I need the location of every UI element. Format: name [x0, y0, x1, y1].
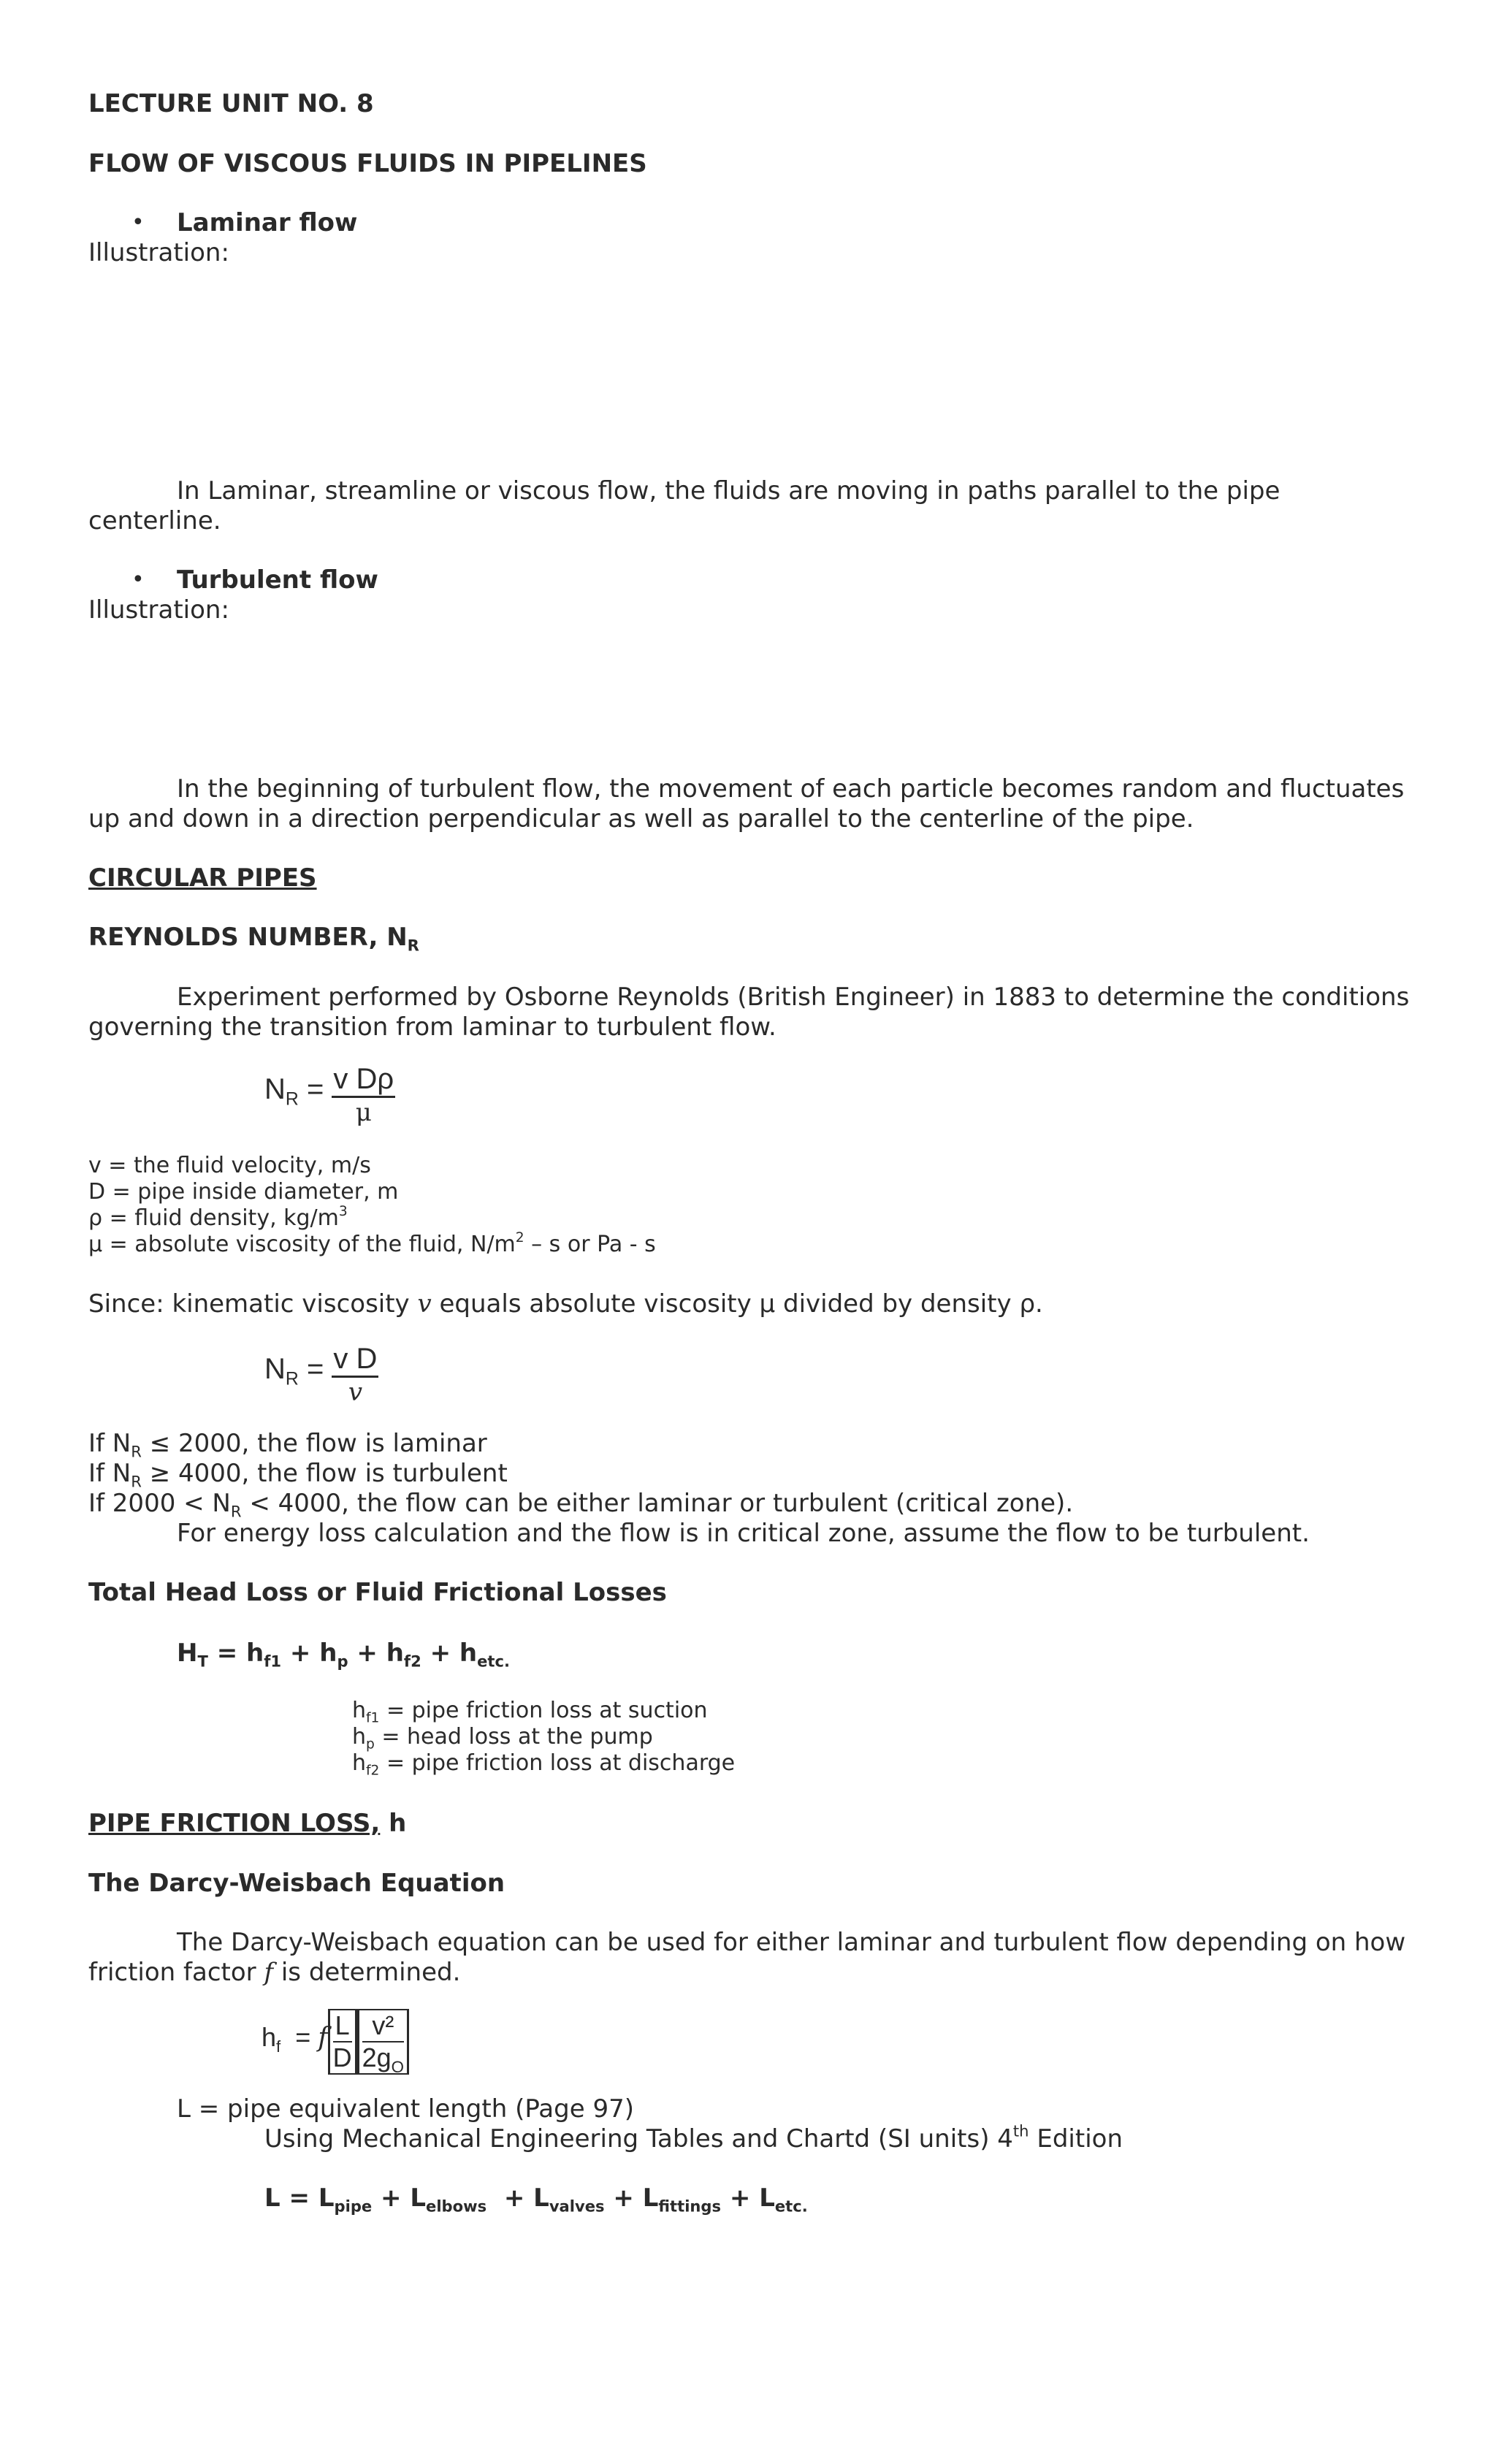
head-loss-heading: Total Head Loss or Fluid Frictional Losses: [88, 1578, 667, 1607]
page-title: FLOW OF VISCOUS FLUIDS IN PIPELINES: [88, 149, 647, 178]
laminar-illustration-area: [88, 278, 1403, 453]
laminar-illustration-label: Illustration:: [88, 238, 229, 267]
variable-viscosity: μ = absolute viscosity of the fluid, $N/m^2$ – s or Pa - s: [88, 1229, 656, 1257]
variable-density: ρ = fluid density, $kg/m^3$: [88, 1203, 348, 1231]
reynolds-heading: REYNOLDS NUMBER, $N_R$: [88, 923, 419, 955]
laminar-paragraph-line2: centerline.: [88, 506, 221, 535]
reynolds-equation-1: $N_R$ = $\frac{\text{v Dρ}}{\mu}$: [264, 1063, 394, 1127]
reynolds-equation-2: $N_R$ = $\frac{\text{v D}}{v}$: [264, 1343, 378, 1407]
variable-diameter: D = pipe inside diameter, m: [88, 1179, 399, 1205]
laminar-heading: Laminar flow: [177, 208, 358, 237]
condition-critical: If $2000 < N_R < 4000$, the flow can be either laminar or turbulent (critical zone).: [88, 1489, 1074, 1521]
condition-laminar: If $N_R \le 2000$, the flow is laminar: [88, 1429, 487, 1461]
reynolds-paragraph-line2: governing the transition from laminar to turbulent flow.: [88, 1012, 776, 1042]
turbulent-illustration-area: [88, 636, 1403, 760]
pipe-friction-heading: PIPE FRICTION LOSS, h: [88, 1809, 407, 1838]
lecture-unit-heading: LECTURE UNIT NO. 8: [88, 89, 374, 118]
circular-pipes-heading: CIRCULAR PIPES: [88, 863, 317, 893]
condition-turbulent: If $N_R \ge 4000$, the flow is turbulent: [88, 1459, 508, 1491]
def-hf2: $h_{f2}$ = pipe friction loss at discharge: [352, 1750, 736, 1779]
length-definition: L = pipe equivalent length (Page 97): [177, 2094, 634, 2124]
critical-zone-note: For energy loss calculation and the flow is in critical zone, assume the flow to be turbulent.: [177, 1519, 1310, 1548]
variable-velocity: v = the fluid velocity, m/s: [88, 1153, 371, 1178]
head-loss-equation: $H_T = h_{f1} + h_p + h_{f2} + h_{etc.}$: [177, 1639, 511, 1671]
reynolds-paragraph-line1: Experiment performed by Osborne Reynolds (British Engineer) in 1883 to determine the conditions: [177, 983, 1410, 1012]
turbulent-illustration-label: Illustration:: [88, 595, 229, 625]
reference-source: Using Mechanical Engineering Tables and Chartd (SI units) 4th Edition: [264, 2121, 1123, 2154]
darcy-heading: The Darcy-Weisbach Equation: [88, 1869, 505, 1898]
def-hp: $h_p$ = head loss at the pump: [352, 1724, 653, 1752]
laminar-paragraph-line1: In Laminar, streamline or viscous flow, the fluids are moving in paths parallel to the pipe: [177, 476, 1281, 506]
turbulent-heading: Turbulent flow: [177, 565, 378, 595]
darcy-equation: $h_f = f$ $\frac{L}{D}$ $\frac{\text{v²}}{2g_O}$: [262, 2009, 409, 2075]
darcy-paragraph-line2: friction factor f is determined.: [88, 1958, 461, 1987]
turbulent-paragraph-line1: In the beginning of turbulent flow, the movement of each particle becomes random and fluctuates: [177, 774, 1405, 804]
darcy-paragraph-line1: The Darcy-Weisbach equation can be used for either laminar and turbulent flow depending on how: [177, 1928, 1406, 1957]
turbulent-paragraph-line2: up and down in a direction perpendicular as well as parallel to the centerline of the pipe.: [88, 804, 1194, 834]
def-hf1: $h_{f1}$ = pipe friction loss at suction: [352, 1698, 708, 1726]
bullet-laminar: •: [131, 210, 145, 235]
equivalent-length-equation: $L = L_{pipe} + L_{elbows} + L_{valves} + L_{fittings} + L_{etc.}$: [264, 2183, 808, 2216]
bullet-turbulent: •: [131, 567, 145, 592]
kinematic-viscosity-note: Since: kinematic viscosity v equals absolute viscosity μ divided by density ρ.: [88, 1289, 1043, 1319]
